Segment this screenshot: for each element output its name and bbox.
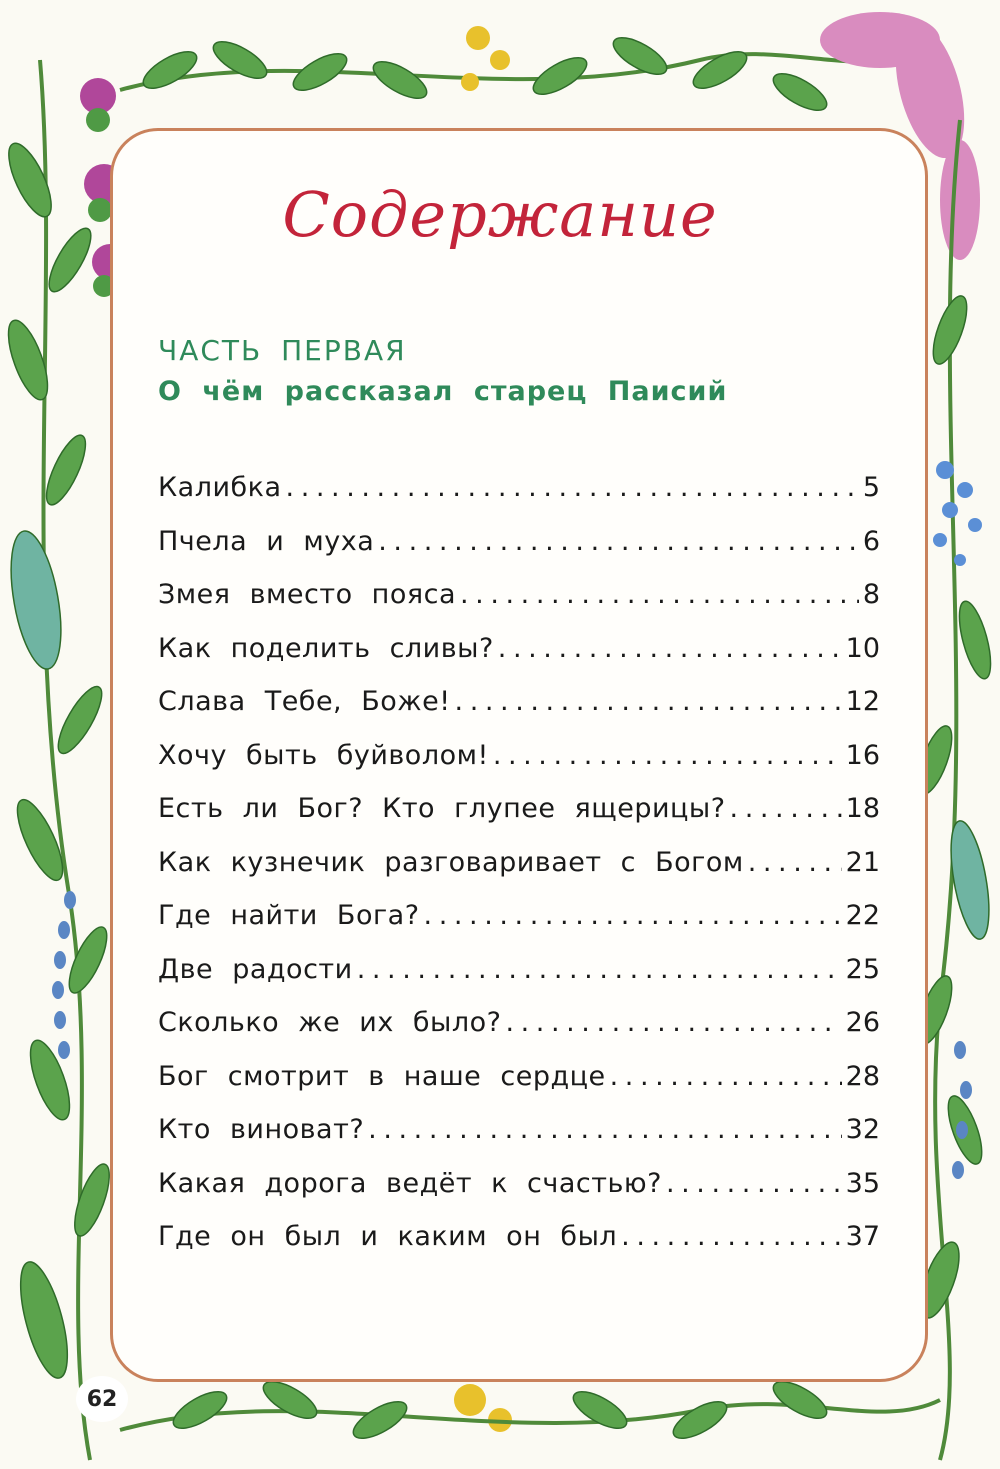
page-title: Содержание [282,178,718,251]
toc-entry[interactable] [158,793,880,847]
toc-entry-title: Есть ли Бог? Кто глупее ящерицы? [158,793,726,824]
toc-entry-page: 25 [845,953,880,985]
toc-entry-page: 26 [845,1007,880,1038]
part-subtitle: О чём рассказал старец Паисий [158,376,728,407]
toc-entry[interactable] [158,472,880,526]
table-of-contents [158,472,880,1275]
part-label: ЧАСТЬ ПЕРВАЯ [158,334,407,367]
dot-leader [505,1007,841,1038]
page-number: 62 [76,1376,128,1422]
toc-entry-title: Пчела и муха [158,525,375,557]
toc-entry-title: Как кузнечик разговаривает с Богом [158,846,744,878]
toc-entry-page: 5 [862,472,880,503]
toc-entry[interactable] [158,1168,880,1222]
toc-entry-page: 8 [862,579,880,610]
toc-entry-title: Калибка [158,472,282,503]
toc-entry-title: Кто виноват? [158,1114,365,1145]
toc-entry-title: Слава Тебе, Боже! [158,686,451,717]
toc-entry[interactable] [158,686,880,740]
dot-leader [357,954,842,985]
toc-entry-page: 12 [845,686,880,717]
dot-leader [493,740,842,771]
toc-entry[interactable] [158,1221,880,1275]
toc-entry[interactable] [158,526,880,580]
toc-entry-page: 37 [845,1221,880,1252]
toc-entry[interactable] [158,633,880,687]
toc-entry-title: Какая дорога ведёт к счастью? [158,1167,662,1199]
toc-entry-page: 28 [845,1060,880,1092]
dot-leader [498,633,842,664]
toc-entry-title: Где он был и каким он был [158,1221,618,1252]
toc-entry-title: Две радости [158,953,353,985]
dot-leader [730,793,842,824]
toc-entry[interactable] [158,579,880,633]
toc-entry-page: 10 [845,632,880,664]
toc-entry-page: 35 [845,1167,880,1199]
toc-entry[interactable] [158,847,880,901]
toc-entry[interactable] [158,740,880,794]
toc-entry-title: Сколько же их было? [158,1007,502,1038]
dot-leader [666,1168,842,1199]
toc-entry-page: 32 [845,1114,880,1145]
toc-entry-title: Где найти Бога? [158,900,420,931]
dot-leader [286,472,859,503]
toc-entry[interactable] [158,954,880,1008]
toc-entry[interactable] [158,900,880,954]
bottom-vine-leaves [120,1375,940,1446]
dot-leader [460,579,859,610]
toc-entry-page: 22 [845,900,880,931]
toc-entry-page: 18 [845,793,880,824]
toc-entry-title: Как поделить сливы? [158,632,494,664]
toc-entry[interactable] [158,1007,880,1061]
dot-leader [424,900,842,931]
dot-leader [748,847,842,878]
toc-entry[interactable] [158,1114,880,1168]
dot-leader [455,686,842,717]
dot-leader [610,1061,842,1092]
top-vine-leaves [120,31,920,118]
dot-leader [368,1114,841,1145]
toc-entry-page: 21 [845,846,880,878]
forget-me-not-flowers [933,461,982,566]
toc-entry-title: Змея вместо пояса [158,579,456,610]
dot-leader [378,526,859,557]
toc-entry[interactable] [158,1061,880,1115]
toc-entry-page: 16 [845,739,880,771]
toc-entry-title: Хочу быть буйволом! [158,739,489,771]
toc-entry-title: Бог смотрит в наше сердце [158,1060,606,1092]
toc-entry-page: 6 [862,525,880,557]
dot-leader [621,1221,841,1252]
